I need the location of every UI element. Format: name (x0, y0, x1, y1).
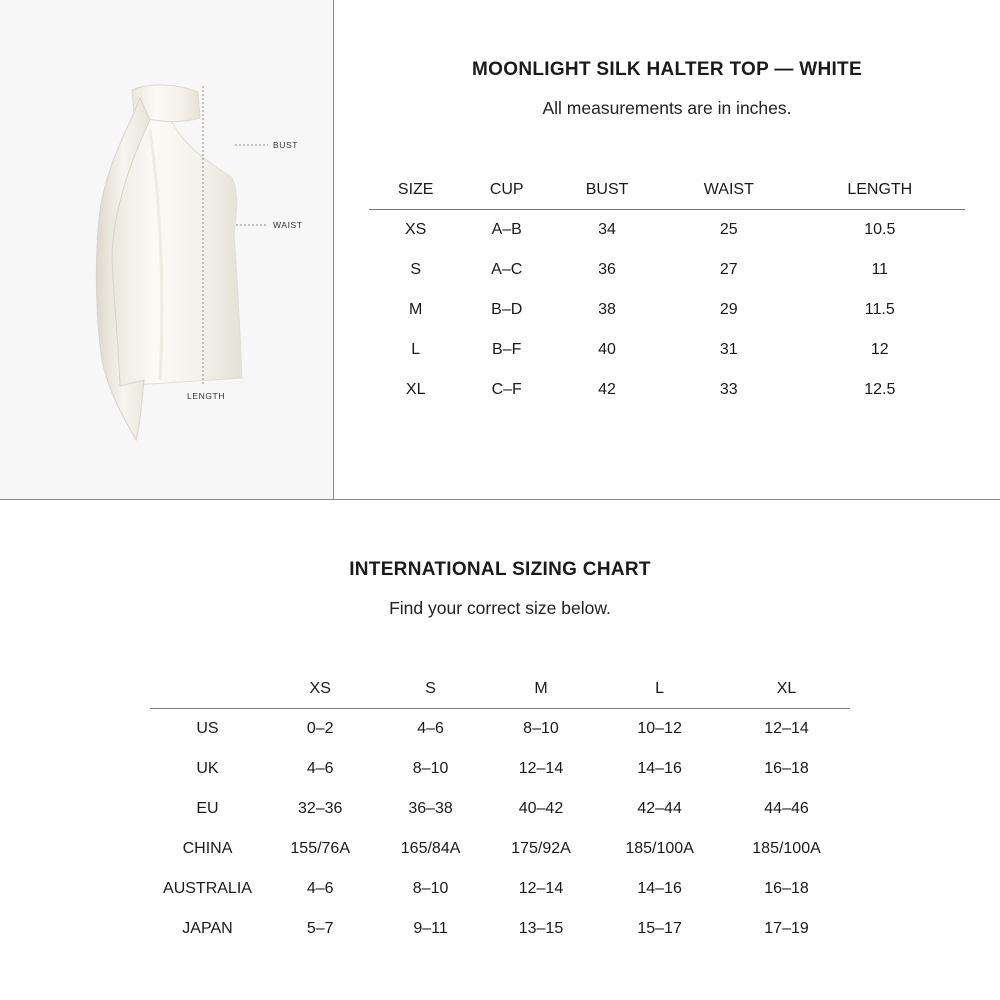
table-cell: XS (405, 221, 427, 238)
table-cell: 42–44 (637, 800, 682, 817)
table-cell: 12–14 (518, 760, 564, 777)
table-cell: 5–7 (306, 920, 334, 937)
international-title: INTERNATIONAL SIZING CHART (349, 559, 651, 580)
table-cell: 175/92A (511, 840, 571, 857)
table-cell: 16–18 (764, 880, 809, 897)
table-cell: 29 (719, 301, 738, 318)
table-cell: 17–19 (764, 920, 809, 937)
table-cell: L (411, 341, 421, 358)
product-image-panel (0, 0, 334, 499)
table-cell: 31 (719, 341, 738, 358)
column-header-xs: XS (265, 670, 375, 709)
table-cell: 185/100A (625, 840, 694, 857)
column-header-l: L (596, 670, 723, 709)
table-cell: 14–16 (637, 760, 682, 777)
table-cell: 25 (719, 221, 738, 238)
section-divider (0, 499, 1000, 500)
table-cell: 36–38 (408, 800, 453, 817)
halter-top-illustration (0, 0, 333, 499)
table-row (369, 330, 965, 370)
column-header-bust: BUST (551, 171, 663, 210)
table-cell: 4–6 (306, 880, 334, 897)
table-cell: B–F (492, 341, 522, 358)
table-row (150, 829, 850, 869)
table-row (150, 709, 850, 750)
table-cell: 8–10 (412, 880, 449, 897)
table-cell: 12–14 (518, 880, 564, 897)
table-cell: 165/84A (400, 840, 461, 857)
region-label: EU (196, 800, 219, 817)
bust-label: BUST (273, 140, 299, 150)
table-row (369, 210, 965, 251)
table-row (369, 290, 965, 330)
table-cell: 34 (598, 221, 616, 238)
column-header-cup: CUP (462, 171, 551, 210)
region-label: UK (196, 760, 219, 777)
table-cell: 40–42 (518, 800, 564, 817)
international-subtitle: Find your correct size below. (389, 598, 611, 618)
table-cell: B–D (491, 301, 523, 318)
table-cell: 4–6 (417, 720, 444, 737)
measurement-note: All measurements are in inches. (542, 98, 792, 118)
waist-label: WAIST (273, 220, 303, 230)
table-cell: 9–11 (413, 920, 448, 937)
table-cell: 0–2 (306, 720, 334, 737)
intl-table-header-row (150, 670, 850, 709)
table-cell: 8–10 (523, 720, 559, 737)
table-cell: 33 (719, 381, 738, 398)
table-cell: 8–10 (412, 760, 449, 777)
table-row (369, 370, 965, 410)
size-table-header-row (369, 171, 965, 210)
table-row (369, 250, 965, 290)
size-table (369, 171, 965, 410)
table-row (150, 869, 850, 909)
table-cell: 4–6 (306, 760, 334, 777)
table-cell: 155/76A (290, 840, 350, 857)
table-cell: S (410, 261, 422, 278)
table-cell: 40 (598, 341, 616, 358)
table-cell: 27 (719, 261, 738, 278)
table-cell: 185/100A (752, 840, 821, 857)
table-cell: M (409, 301, 423, 318)
column-header-m: M (486, 670, 596, 709)
table-cell: XL (405, 381, 426, 398)
table-cell: 36 (598, 261, 616, 278)
table-cell: 13–15 (518, 920, 564, 937)
international-sizing-table (150, 670, 850, 949)
table-cell: C–F (491, 381, 522, 398)
region-label: AUSTRALIA (163, 880, 252, 897)
table-cell: 16–18 (764, 760, 809, 777)
table-cell: 10.5 (864, 221, 896, 238)
table-cell: 12–14 (764, 720, 809, 737)
column-header-xl: XL (723, 670, 850, 709)
table-cell: 44–46 (764, 800, 809, 817)
table-cell: 42 (598, 381, 616, 398)
table-row (150, 909, 850, 949)
table-row (150, 749, 850, 789)
table-cell: 12.5 (864, 381, 896, 398)
table-cell: A–C (491, 261, 523, 278)
column-header-length: LENGTH (795, 171, 965, 210)
region-label: JAPAN (182, 920, 233, 937)
region-label: CHINA (182, 840, 233, 857)
table-cell: 14–16 (637, 880, 682, 897)
table-cell: 11.5 (864, 301, 895, 318)
table-row (150, 789, 850, 829)
region-label: US (196, 720, 219, 737)
table-cell: 32–36 (297, 800, 343, 817)
table-cell: 10–12 (637, 720, 682, 737)
length-label: LENGTH (187, 391, 226, 401)
table-cell: 38 (598, 301, 616, 318)
table-cell: 12 (870, 341, 889, 358)
column-header-s: S (375, 670, 485, 709)
column-header-waist: WAIST (663, 171, 794, 210)
table-cell: A–B (491, 221, 522, 238)
column-header-size: SIZE (369, 171, 462, 210)
product-title: MOONLIGHT SILK HALTER TOP — WHITE (472, 59, 862, 80)
column-header-region (150, 670, 265, 709)
table-cell: 11 (871, 261, 889, 278)
table-cell: 15–17 (637, 920, 682, 937)
